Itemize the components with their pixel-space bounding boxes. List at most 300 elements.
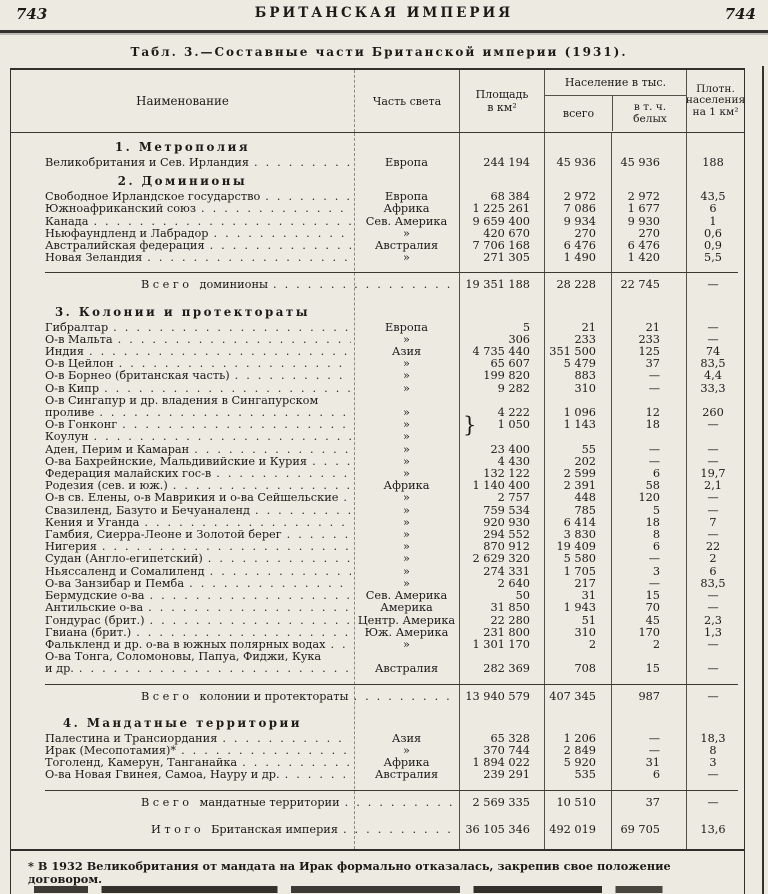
population-white-cell: 45	[645, 613, 660, 627]
name-cell	[11, 334, 354, 346]
continent-cell: »	[403, 528, 410, 542]
dot-leader	[144, 517, 351, 529]
territory-name: Ирак (Месопотамия)*	[45, 744, 177, 757]
density-cell: 6	[709, 202, 717, 216]
territory-name: Свазиленд, Базуто и Бечуаналенд	[45, 504, 251, 517]
population-white-cell: —	[648, 743, 660, 757]
population-total-cell: 1 705	[563, 564, 596, 578]
density-cell: 83,5	[700, 576, 726, 590]
dot-leader	[343, 492, 351, 504]
density-cell: 2,3	[704, 613, 722, 627]
dot-leader	[181, 745, 351, 757]
name-cell	[11, 517, 354, 529]
area-value: 1 140 400	[472, 479, 530, 493]
density-cell: —	[707, 454, 719, 468]
population-total-cell: 3 830	[563, 528, 596, 542]
territory-name: Палестина и Трансиордания	[45, 732, 218, 745]
density-cell: 6	[709, 564, 717, 578]
name-cell	[11, 529, 354, 541]
density-line1: Плотн.	[696, 82, 735, 95]
population-total-cell: 270	[574, 226, 596, 240]
header-rule	[0, 30, 768, 33]
territory-name: Федерация малайских гос-в	[45, 468, 212, 481]
area-value: 420 670	[483, 226, 530, 240]
dot-leader	[173, 480, 351, 492]
density-cell: 260	[702, 406, 724, 420]
name-cell	[11, 578, 354, 590]
density-cell: —	[707, 637, 719, 651]
territory-name: Коулун	[45, 431, 89, 444]
continent-cell: »	[403, 251, 410, 265]
name-line	[45, 322, 354, 334]
population-total-cell: 492 019	[549, 822, 596, 836]
name-line	[45, 757, 354, 769]
area-value: 1 894 022	[472, 756, 530, 770]
territory-name: О-в Сингапур и др. владения в Сингапурском	[45, 394, 319, 407]
table-header	[11, 70, 744, 133]
name-line	[45, 383, 354, 395]
density-cell: 22	[705, 540, 721, 554]
dot-leader	[94, 431, 351, 443]
name-cell	[11, 553, 354, 565]
area-value: 23 400	[490, 442, 530, 456]
density-cell: 5,5	[704, 251, 722, 265]
continent-cell: »	[403, 552, 410, 566]
population-white-line2: белых	[633, 112, 667, 125]
density-cell: —	[707, 662, 719, 676]
population-total-cell: 217	[574, 576, 596, 590]
section-heading: 3. Колонии и протектораты	[54, 304, 311, 319]
table-row	[11, 541, 744, 553]
population-total-cell: 51	[581, 613, 596, 627]
name-cell	[11, 216, 354, 228]
area-value: 2 640	[497, 576, 530, 590]
continent-cell: Сев. Америка	[365, 214, 448, 228]
density-cell: 8	[709, 743, 717, 757]
dot-leader	[147, 252, 351, 264]
total-label-spaced: Всего	[141, 690, 193, 703]
population-white-cell	[611, 431, 686, 443]
continent-cell: Европа	[385, 190, 428, 204]
territory-name: Гондурас (брит.)	[45, 614, 145, 627]
name-cell	[11, 590, 354, 602]
table-row	[11, 358, 744, 370]
population-total-cell: 1 943	[563, 601, 596, 615]
section-heading: 1. Метрополия	[114, 140, 251, 154]
total-label	[11, 691, 459, 703]
population-white-cell: 6	[652, 467, 660, 481]
population-total-cell: 351 500	[549, 345, 596, 359]
name-line	[45, 395, 354, 407]
name-cell	[11, 358, 354, 370]
total-label-rest: колонии и протектораты	[199, 690, 349, 703]
density-cell: —	[707, 589, 719, 603]
table-row	[11, 383, 744, 395]
territory-name: Тоголенд, Камерун, Танганайка	[45, 757, 238, 770]
density-cell: 19,7	[700, 467, 726, 481]
table-row	[11, 492, 744, 504]
population-white-cell: —	[648, 731, 660, 745]
name-line	[45, 627, 354, 639]
population-white-cell: 18	[645, 515, 660, 529]
continent-cell: »	[403, 564, 410, 578]
column-header-area	[459, 70, 544, 132]
territory-name: Кения и Уганда	[45, 516, 140, 529]
territory-name: Ньяссаленд и Сомалиленд	[45, 565, 205, 578]
continent-cell: »	[403, 226, 410, 240]
territory-name: Гвиана (брит.)	[45, 626, 132, 639]
territory-name: Свободное Ирландское государство	[45, 191, 261, 204]
name-cell	[11, 541, 354, 553]
dot-leader	[214, 228, 351, 240]
area-cell: 2 569 335	[472, 795, 530, 809]
area-cell	[459, 639, 544, 651]
density-cell: 1,3	[704, 625, 722, 639]
territory-name: Бермудские о-ва	[45, 590, 145, 603]
dot-leader	[99, 407, 351, 419]
population-total-cell: 6 476	[563, 239, 596, 253]
name-line	[45, 578, 354, 590]
area-value: 31 850	[490, 601, 530, 615]
population-white-cell: 31	[645, 756, 660, 770]
population-white-cell: 15	[645, 662, 660, 676]
population-total-cell: 10 510	[556, 795, 596, 809]
dot-leader	[79, 663, 351, 675]
table-row	[11, 639, 744, 651]
population-total-cell: 6 414	[563, 515, 596, 529]
name-line	[45, 216, 354, 228]
table-row	[11, 529, 744, 541]
column-header-area-line2: в км²	[487, 101, 517, 114]
name-cell	[11, 733, 354, 745]
name-cell	[11, 456, 354, 468]
name-line	[45, 541, 354, 553]
population-total-cell: 5 920	[563, 756, 596, 770]
population-white-cell: 270	[638, 226, 660, 240]
area-value: 920 930	[483, 515, 530, 529]
population-white-cell: —	[648, 381, 660, 395]
table-title: Табл. 3.—Составные части Британской империи (1931).	[130, 45, 628, 59]
total-label-spaced: Всего	[141, 279, 193, 292]
population-white-line1: в т. ч.	[633, 101, 667, 113]
dot-leader	[222, 733, 351, 745]
dot-leader	[285, 769, 351, 781]
name-line	[45, 346, 354, 358]
population-total-cell: 5 479	[563, 357, 596, 371]
density-cell: 0,9	[704, 239, 722, 253]
table-row	[11, 769, 744, 781]
population-white-cell: 1 677	[627, 202, 660, 216]
population-white-cell: 15	[645, 589, 660, 603]
name-cell	[11, 419, 354, 431]
total-label-rest: Британская империя	[211, 823, 338, 836]
density-cell: —	[707, 418, 719, 432]
area-value: 244 194	[483, 156, 530, 169]
density-cell: 2	[709, 552, 717, 566]
name-cell	[11, 492, 354, 504]
name-line	[45, 733, 354, 745]
continent-cell: »	[403, 503, 410, 517]
continent-cell: »	[403, 576, 410, 590]
continent-cell: Африка	[383, 756, 430, 770]
name-line	[45, 553, 354, 565]
population-total-cell: 2 849	[563, 743, 596, 757]
density-cell: 1	[709, 214, 717, 228]
table-row	[11, 480, 744, 492]
population-white-cell: —	[648, 576, 660, 590]
density-cell: —	[707, 689, 719, 703]
area-value: 65 328	[490, 731, 530, 745]
area-cell: 13 940 579	[465, 689, 530, 703]
dot-leader	[208, 553, 351, 565]
name-cell	[11, 203, 354, 215]
name-cell	[11, 566, 354, 578]
name-line	[45, 517, 354, 529]
name-line	[45, 252, 354, 264]
territory-name: О-ва Новая Гвинея, Самоа, Науру и др.	[45, 769, 280, 782]
dot-leader	[113, 322, 351, 334]
population-white-cell: 120	[638, 491, 660, 505]
name-cell	[11, 602, 354, 614]
name-cell	[11, 651, 354, 675]
name-line	[45, 240, 354, 252]
population-total-cell: 7 086	[563, 202, 596, 216]
table-row	[11, 252, 744, 264]
continent-cell: »	[403, 743, 410, 757]
name-cell	[11, 769, 354, 781]
dot-leader	[104, 383, 351, 395]
section-total-row	[11, 685, 744, 711]
name-cell	[11, 228, 354, 240]
name-line	[45, 745, 354, 757]
area-value: 231 800	[483, 625, 530, 639]
name-line	[45, 203, 354, 215]
name-cell	[11, 252, 354, 264]
population-white-cell: 6	[652, 768, 660, 782]
name-cell	[11, 240, 354, 252]
population-white-cell: 8	[652, 528, 660, 542]
name-cell	[11, 346, 354, 358]
dot-leader	[189, 578, 351, 590]
continent-cell: Европа	[385, 156, 428, 169]
population-total-cell: 202	[574, 454, 596, 468]
area-cell	[459, 383, 544, 395]
density-cell: —	[707, 503, 719, 517]
column-header-area-line1: Площадь	[475, 88, 529, 101]
running-title: БРИТАНСКАЯ ИМПЕРИЯ	[254, 5, 514, 21]
territory-name: О-в св. Елены, о-в Маврикия и о-ва Сейшельские	[45, 492, 339, 505]
population-total-cell: 2	[588, 637, 596, 651]
population-subheaders	[545, 96, 686, 131]
territory-name: Индия	[45, 346, 84, 359]
area-value: 370 744	[483, 743, 530, 757]
name-cell	[11, 480, 354, 492]
name-line	[45, 529, 354, 541]
population-total-cell: 1 490	[563, 251, 596, 265]
dot-leader	[273, 279, 456, 291]
continent-cell: »	[403, 540, 410, 554]
population-total-cell: 9 934	[563, 214, 596, 228]
area-value: 274 331	[483, 564, 530, 578]
population-white-cell: 70	[645, 601, 660, 615]
dot-leader	[148, 602, 351, 614]
population-total-cell: 45 936	[556, 156, 596, 169]
territory-name: Новая Зеландия	[45, 252, 143, 265]
table-row	[11, 590, 744, 602]
area-value: 4 735 440	[472, 345, 530, 359]
table-row	[11, 745, 744, 757]
territory-name: О-ва Тонга, Соломоновы, Папуа, Фиджи, Кука	[45, 651, 322, 664]
density-cell: —	[707, 768, 719, 782]
table-body	[11, 133, 744, 851]
population-total-cell: 31	[581, 589, 596, 603]
dot-leader	[287, 529, 351, 541]
area-value: 271 305	[483, 251, 530, 265]
population-white-cell: 233	[638, 332, 660, 346]
territory-name: О-в Борнео (британская часть)	[45, 370, 230, 383]
area-value: 50	[515, 589, 530, 603]
total-label	[11, 797, 459, 809]
continent-cell: »	[403, 637, 410, 651]
density-cell: 13,6	[700, 822, 726, 836]
territory-name: О-в Цейлон	[45, 358, 114, 371]
dot-leader	[254, 157, 351, 169]
name-cell	[11, 444, 354, 456]
density-cell: 43,5	[700, 190, 726, 204]
area-value: 306	[508, 332, 530, 346]
population-total-cell: 883	[574, 369, 596, 383]
area-value: 199 820	[483, 369, 530, 383]
population-white-cell: 18	[645, 418, 660, 432]
name-line	[45, 663, 354, 675]
population-white-cell: 69 705	[620, 822, 660, 836]
section-total-row	[11, 791, 744, 817]
density-cell: —	[707, 528, 719, 542]
continent-cell: »	[403, 430, 410, 444]
footnote: * В 1932 Великобритания от мандата на Ирак формально отказалась, закрепив свое положение договором.	[28, 858, 671, 886]
density-line2: населения	[685, 94, 746, 107]
population-white-cell: 1 420	[627, 251, 660, 265]
dot-leader	[242, 757, 351, 769]
dot-leader	[150, 590, 351, 602]
name-line	[45, 492, 354, 504]
total-label	[11, 279, 459, 291]
name-cell	[11, 505, 354, 517]
area-value: 282 369	[483, 662, 530, 676]
area-value: 7 706 168	[472, 239, 530, 253]
continent-cell: »	[403, 357, 410, 371]
table-row	[11, 468, 744, 480]
table-row	[11, 431, 744, 443]
area-value: 9 659 400	[472, 214, 530, 228]
column-header-name: Наименование	[136, 94, 229, 108]
name-cell	[11, 615, 354, 627]
continent-cell: »	[403, 418, 410, 432]
population-total-cell: 310	[574, 625, 596, 639]
population-white-cell: 9 930	[627, 214, 660, 228]
area-value: 2 757	[497, 491, 530, 505]
continent-cell: Сев. Америка	[365, 589, 448, 603]
dot-leader	[345, 797, 456, 809]
dot-leader	[89, 346, 351, 358]
population-white-cell: 45 936	[620, 156, 660, 169]
population-total-cell: 1 096	[563, 406, 596, 420]
area-value: 1 225 261	[472, 202, 530, 216]
name-line	[45, 480, 354, 492]
total-label-spaced: Итого	[151, 823, 205, 836]
density-cell: —	[707, 795, 719, 809]
population-white-cell: 125	[638, 345, 660, 359]
name-line	[45, 191, 354, 203]
continent-cell: Европа	[385, 320, 428, 334]
name-line	[45, 456, 354, 468]
section-heading: 4. Мандатные территории	[62, 715, 303, 730]
area-cell	[459, 578, 544, 590]
area-value: 5	[522, 320, 530, 334]
name-line	[45, 407, 354, 419]
territory-name: Южноафриканский союз	[45, 203, 197, 216]
population-white-cell: —	[648, 454, 660, 468]
density-cell: —	[707, 491, 719, 505]
population-total-cell: 708	[574, 662, 596, 676]
density-cell: 0,6	[704, 226, 722, 240]
column-header-density	[686, 70, 744, 132]
territory-name: Канада	[45, 215, 89, 228]
population-total-cell: 55	[581, 442, 596, 456]
continent-cell: »	[403, 369, 410, 383]
continent-cell: »	[403, 454, 410, 468]
name-cell	[11, 468, 354, 480]
adjacent-column-rule	[762, 66, 764, 894]
population-total-cell: 2 972	[563, 190, 596, 204]
table-row	[11, 456, 744, 468]
area-value: 1 050	[497, 418, 530, 432]
population-white-cell: —	[648, 442, 660, 456]
population-total-cell: 21	[581, 320, 596, 334]
territory-name: О-ва Занзибар и Пемба	[45, 577, 185, 590]
table-row	[11, 733, 744, 745]
dot-leader	[119, 358, 351, 370]
population-total-cell: 1 143	[563, 418, 596, 432]
table-row	[11, 395, 744, 419]
area-value: 22 280	[490, 613, 530, 627]
continent-cell: Африка	[383, 479, 430, 493]
area-cell: 19 351 188	[465, 278, 530, 292]
continent-cell: »	[403, 515, 410, 529]
population-total-cell	[544, 431, 611, 443]
population-total-cell: 1 206	[563, 731, 596, 745]
area-value: 294 552	[483, 528, 530, 542]
territory-name: Аден, Перим и Камаран	[45, 443, 190, 456]
population-white-cell: —	[648, 369, 660, 383]
population-total-cell: 28 228	[556, 278, 596, 292]
area-cell	[459, 769, 544, 781]
population-total-cell: 407 345	[549, 689, 596, 703]
scan-artifact-band	[34, 886, 710, 893]
table-row	[11, 615, 744, 627]
density-cell: —	[707, 601, 719, 615]
name-cell	[11, 157, 354, 169]
dot-leader	[255, 505, 351, 517]
territory-name: Австралийская федерация	[45, 240, 205, 253]
population-white-cell: 3	[652, 564, 660, 578]
table-row	[11, 553, 744, 565]
population-white-cell: 170	[638, 625, 660, 639]
density-cell: —	[707, 320, 719, 334]
area-cell	[459, 252, 544, 264]
dot-leader	[343, 824, 456, 836]
population-white-cell: 987	[638, 689, 660, 703]
